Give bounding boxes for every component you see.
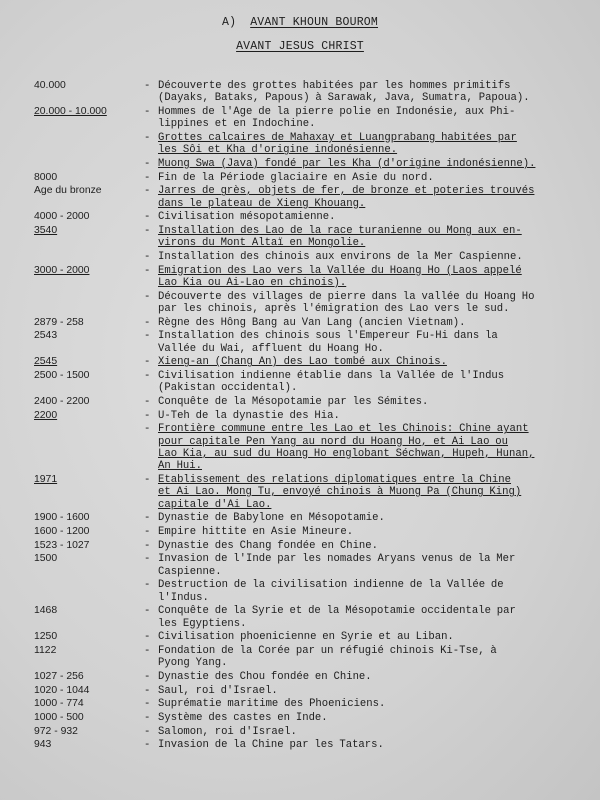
entry-text: Installation des chinois aux environs de la Mer Caspienne.: [158, 250, 523, 263]
entry-dash: -: [144, 290, 151, 303]
entry-dash: -: [144, 105, 151, 118]
entry-date: 2879 - 258: [34, 316, 84, 328]
timeline-entry: [0, 185, 600, 210]
entry-date: 1027 - 256: [34, 670, 84, 682]
timeline-entry: [0, 526, 600, 538]
entry-text: Grottes calcaires de Mahaxay et Luangprabang habitées par les Sôi et Kha d'origine indonésienne.: [158, 131, 517, 157]
entry-date: 20.000 - 10.000: [34, 105, 107, 117]
entry-dash: -: [144, 250, 151, 263]
entry-dash: -: [144, 264, 151, 277]
timeline-entry: [0, 698, 600, 710]
entry-date: Age du bronze: [34, 185, 102, 197]
entry-text: Muong Swa (Java) fondé par les Kha (d'origine indonésienne).: [158, 157, 536, 170]
entry-date: 4000 - 2000: [34, 211, 90, 223]
entry-date: 2200: [34, 409, 58, 421]
entry-date: 943: [34, 739, 52, 751]
timeline-entry: [0, 356, 600, 368]
entry-dash: -: [144, 171, 151, 184]
section-letter: A): [221, 16, 237, 29]
entry-dash: -: [144, 539, 151, 552]
entry-text: Dynastie des Chang fondée en Chine.: [158, 539, 379, 552]
entry-dash: -: [144, 211, 151, 224]
timeline-entry: [0, 370, 600, 395]
timeline-entry: [0, 726, 600, 738]
timeline-entry: [0, 291, 600, 316]
entry-text: Salomon, roi d'Israel.: [158, 725, 297, 738]
entry-date: 2545: [34, 356, 58, 368]
timeline-entry: [0, 317, 600, 329]
entry-text: Frontière commune entre les Lao et les Chinois: Chine ayant pour capitale Pen Yang au nord du Hoang Ho, et Ai Lao ou Lao Kia, au sud du Hoang Ho englobant Séchwan, Hupeh, Hunan, An Hui.: [158, 423, 535, 473]
timeline-entry: [0, 553, 600, 578]
timeline-entry: [0, 330, 600, 355]
timeline-entry: [0, 474, 600, 511]
entry-date: 1468: [34, 605, 58, 617]
timeline-entry: [0, 540, 600, 552]
entry-text: Conquête de la Syrie et de la Mésopotamie occidentale par les Egyptiens.: [158, 605, 516, 630]
entry-date: 1971: [34, 473, 58, 485]
timeline-entry: [0, 739, 600, 751]
entry-dash: -: [144, 644, 151, 657]
section-subheading: [0, 40, 600, 53]
entry-text: Civilisation indienne établie dans la Vallée de l'Indus (Pakistan occidental).: [158, 370, 505, 395]
entry-dash: -: [144, 512, 151, 525]
entry-dash: -: [144, 473, 151, 486]
entry-text: Civilisation mésopotamienne.: [158, 211, 336, 224]
entry-text: Découverte des villages de pierre dans la vallée du Hoang Ho par les chinois, après l'émigration des Lao vers le sud.: [158, 290, 535, 315]
timeline-entry: [0, 211, 600, 223]
entry-text: Empire hittite en Asie Mineure.: [158, 525, 354, 538]
timeline-entry: [0, 396, 600, 408]
timeline-entry: [0, 671, 600, 683]
entry-dash: -: [144, 356, 151, 369]
entry-date: 1900 - 1600: [34, 512, 90, 524]
entry-text: U-Teh de la dynastie des Hia.: [158, 409, 340, 422]
section-heading: [0, 16, 600, 29]
entry-text: Dynastie des Chou fondée en Chine.: [158, 670, 372, 683]
entry-text: Invasion de la Chine par les Tatars.: [158, 739, 384, 752]
entry-dash: -: [144, 80, 151, 92]
timeline-entry: [0, 410, 600, 422]
entry-text: Destruction de la civilisation indienne de la Vallée de l'Indus.: [158, 579, 504, 604]
entry-dash: -: [144, 553, 151, 566]
timeline-entry: [0, 631, 600, 643]
entry-text: Jarres de grès, objets de fer, de bronze et poteries trouvés dans le plateau de Xieng Khouang.: [158, 185, 535, 210]
section-subtitle: AVANT JESUS CHRIST: [236, 40, 364, 53]
entry-date: 1600 - 1200: [34, 525, 90, 537]
entry-date: 3540: [34, 225, 58, 236]
entry-dash: -: [144, 684, 151, 697]
entry-text: Suprématie maritime des Phoeniciens.: [158, 698, 386, 711]
entry-text: Saul, roi d'Israel.: [158, 684, 278, 697]
entry-text: Fondation de la Corée par un réfugié chinois Ki-Tse, à Pyong Yang.: [158, 644, 497, 670]
timeline-entry: [0, 80, 600, 105]
entry-text: Fin de la Période glaciaire en Asie du nord.: [158, 171, 434, 184]
entry-dash: -: [144, 711, 151, 724]
timeline-entry: [0, 685, 600, 697]
entry-date: 1020 - 1044: [34, 684, 90, 696]
entry-dash: -: [144, 579, 151, 592]
entry-date: 1500: [34, 553, 58, 565]
entry-text: Etablissement des relations diplomatiques entre la Chine et Ai Lao. Mong Tu, envoyé chinois à Muong Pa (Chung King) capitale d'Ai Lao.: [158, 473, 522, 511]
entry-date: 1523 - 1027: [34, 539, 90, 551]
timeline-entry: [0, 423, 600, 472]
entry-date: 2543: [34, 330, 58, 342]
entry-dash: -: [144, 525, 151, 538]
entry-text: Invasion de l'Inde par les nomades Aryans venus de la Mer Caspienne.: [158, 553, 516, 578]
entry-dash: -: [144, 725, 151, 738]
timeline-entry: [0, 106, 600, 131]
entry-text: Installation des Lao de la race turanienne ou Mong aux en- virons du Mont Altaï en Mongolie.: [158, 225, 522, 250]
entry-date: 2500 - 1500: [34, 370, 90, 381]
entry-dash: -: [144, 131, 151, 144]
entry-date: 3000 - 2000: [34, 264, 90, 276]
timeline-entry: [0, 225, 600, 250]
entry-date: 40.000: [34, 80, 66, 91]
entry-text: Emigration des Lao vers la Vallée du Hoang Ho (Laos appelé Lao Kia ou Ai-Lao en chinois).: [158, 264, 522, 289]
timeline-entry: [0, 251, 600, 263]
entry-dash: -: [144, 698, 151, 711]
entry-text: Civilisation phoenicienne en Syrie et au Liban.: [158, 631, 454, 644]
entry-dash: -: [144, 409, 151, 422]
entry-dash: -: [144, 185, 151, 198]
entry-dash: -: [144, 225, 151, 237]
entry-dash: -: [144, 330, 151, 343]
entry-text: Conquête de la Mésopotamie par les Sémites.: [158, 395, 429, 408]
entry-date: 1000 - 774: [34, 698, 84, 710]
section-title: AVANT KHOUN BOUROM: [250, 16, 379, 29]
entry-dash: -: [144, 423, 151, 436]
entry-date: 972 - 932: [34, 725, 78, 737]
entry-dash: -: [144, 605, 151, 618]
entry-date: 2400 - 2200: [34, 395, 90, 407]
timeline-entry: [0, 605, 600, 630]
entry-text: Système des castes en Inde.: [158, 711, 328, 724]
timeline-entry: [0, 265, 600, 290]
timeline-entry: [0, 158, 600, 170]
entry-text: Découverte des grottes habitées par les hommes primitifs (Dayaks, Bataks, Papous) à Sarawak, Java, Sumatra, Papoua).: [158, 80, 530, 105]
timeline-entry: [0, 645, 600, 670]
entry-date: 1000 - 500: [34, 711, 84, 723]
entry-date: 1122: [34, 644, 57, 656]
entry-dash: -: [144, 739, 151, 752]
entry-text: Hommes de l'Age de la pierre polie en Indonésie, aux Phi- lippines et en Indochine.: [158, 105, 516, 131]
entry-text: Règne des Hông Bang au Van Lang (ancien Vietnam).: [158, 316, 466, 329]
entry-dash: -: [144, 631, 151, 644]
entry-dash: -: [144, 670, 151, 683]
entry-dash: -: [144, 370, 151, 382]
timeline-entry: [0, 172, 600, 184]
timeline-entry: [0, 712, 600, 724]
timeline-entry: [0, 512, 600, 524]
entry-text: Xieng-an (Chang An) des Lao tombé aux Chinois.: [158, 356, 447, 369]
timeline-entry: [0, 132, 600, 157]
entry-dash: -: [144, 395, 151, 408]
entry-dash: -: [144, 316, 151, 329]
timeline-list: [0, 80, 600, 753]
entry-dash: -: [144, 157, 151, 170]
entry-text: Dynastie de Babylone en Mésopotamie.: [158, 512, 385, 525]
entry-text: Installation des chinois sous l'Empereur Fu-Hi dans la Vallée du Wai, affluent du Hoang Ho.: [158, 330, 498, 355]
entry-date: 1250: [34, 631, 58, 643]
timeline-entry: [0, 579, 600, 604]
entry-date: 8000: [34, 171, 58, 183]
